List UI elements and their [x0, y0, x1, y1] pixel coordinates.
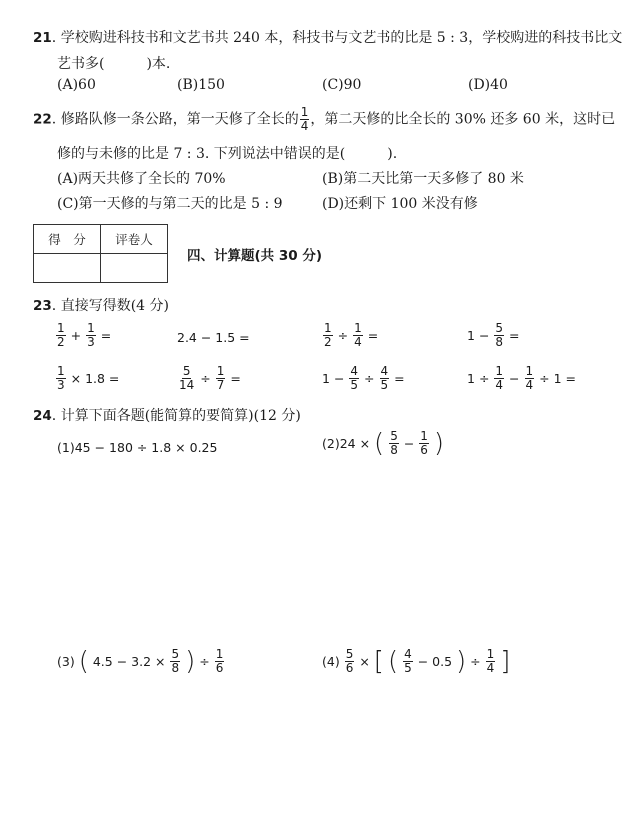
q23-expr-5: $\frac{1}{3}$ × 1.8 =	[57, 364, 120, 392]
q24-part-3: (3) ( 4.5 − 3.2 × $\frac{5}{8}$ ) ÷ $\frac{1}{6}$	[57, 646, 224, 677]
q22-option-c: (C)第一天修的与第二天的比是 5 : 9	[57, 196, 283, 212]
q22-text-a: . 修路队修一条公路，第一天修了全长的	[51, 111, 299, 128]
q24-part-4: (4) $\frac{5}{6}$ × [ ( $\frac{4}{5}$ − 0.5 ) ÷ $\frac{1}{4}$ ]	[322, 646, 511, 677]
q22-fraction: $\frac{1}{4}$	[300, 105, 309, 133]
score-table	[33, 224, 168, 283]
q21-option-d: (D)40	[468, 77, 508, 93]
q22-option-d: (D)还剩下 100 米没有修	[322, 196, 478, 212]
q21-option-a: (A)60	[57, 77, 96, 93]
q23-expr-1: $\frac{1}{2}$ + $\frac{1}{3}$ =	[57, 321, 112, 349]
q23-number: 23	[33, 298, 52, 314]
q23-title: . 直接写得数(4 分)	[51, 298, 169, 314]
q21-number: 21	[33, 30, 52, 46]
q23-expr-2: 2.4 − 1.5 =	[177, 330, 250, 345]
q24-title: . 计算下面各题(能简算的要简算)(12 分)	[51, 408, 301, 424]
q22-text-b: ，第二天修的比全长的 30% 还多 60 米，这时已	[310, 111, 616, 128]
q22-text-line2: 修的与未修的比是 7 : 3. 下列说法中错误的是( ).	[57, 146, 398, 162]
q23-expr-4: 1 − $\frac{5}{8}$ =	[467, 321, 520, 349]
q21-option-b: (B)150	[177, 77, 225, 93]
section-4-title: 四、计算题(共 30 分)	[187, 248, 323, 264]
q24-number: 24	[33, 408, 52, 424]
q23-expr-3: $\frac{1}{2}$ ÷ $\frac{1}{4}$ =	[324, 321, 379, 349]
q23-expr-8: 1 ÷ $\frac{1}{4}$ − $\frac{1}{4}$ ÷ 1 =	[467, 364, 577, 392]
q22-number: 22	[33, 111, 52, 128]
q23-expr-7: 1 − $\frac{4}{5}$ ÷ $\frac{4}{5}$ =	[322, 364, 405, 392]
q21-option-c: (C)90	[322, 77, 362, 93]
q22-option-b: (B)第二天比第一天多修了 80 米	[322, 171, 524, 187]
q21-text-line2: 艺书多( )本.	[57, 56, 171, 72]
q21-text-line1: . 学校购进科技书和文艺书共 240 本，科技书与文艺书的比是 5 : 3，学校购进的科技书比文	[51, 30, 623, 46]
q24-part-2: (2)24 × ( $\frac{5}{8}$ − $\frac{1}{6}$ )	[322, 428, 445, 459]
q22-option-a: (A)两天共修了全长的 70%	[57, 171, 226, 187]
q24	[33, 405, 301, 425]
q24-part-1: (1)45 − 180 ÷ 1.8 × 0.25	[57, 440, 218, 455]
grader-cell[interactable]	[101, 254, 168, 283]
q21	[33, 27, 622, 47]
q22	[33, 106, 615, 133]
q23	[33, 295, 169, 315]
score-cell[interactable]	[34, 254, 101, 283]
q23-expr-6: $\frac{5}{14}$ ÷ $\frac{1}{7}$ =	[179, 364, 241, 392]
grader-header: 评卷人	[101, 225, 168, 254]
score-header: 得 分	[34, 225, 101, 254]
